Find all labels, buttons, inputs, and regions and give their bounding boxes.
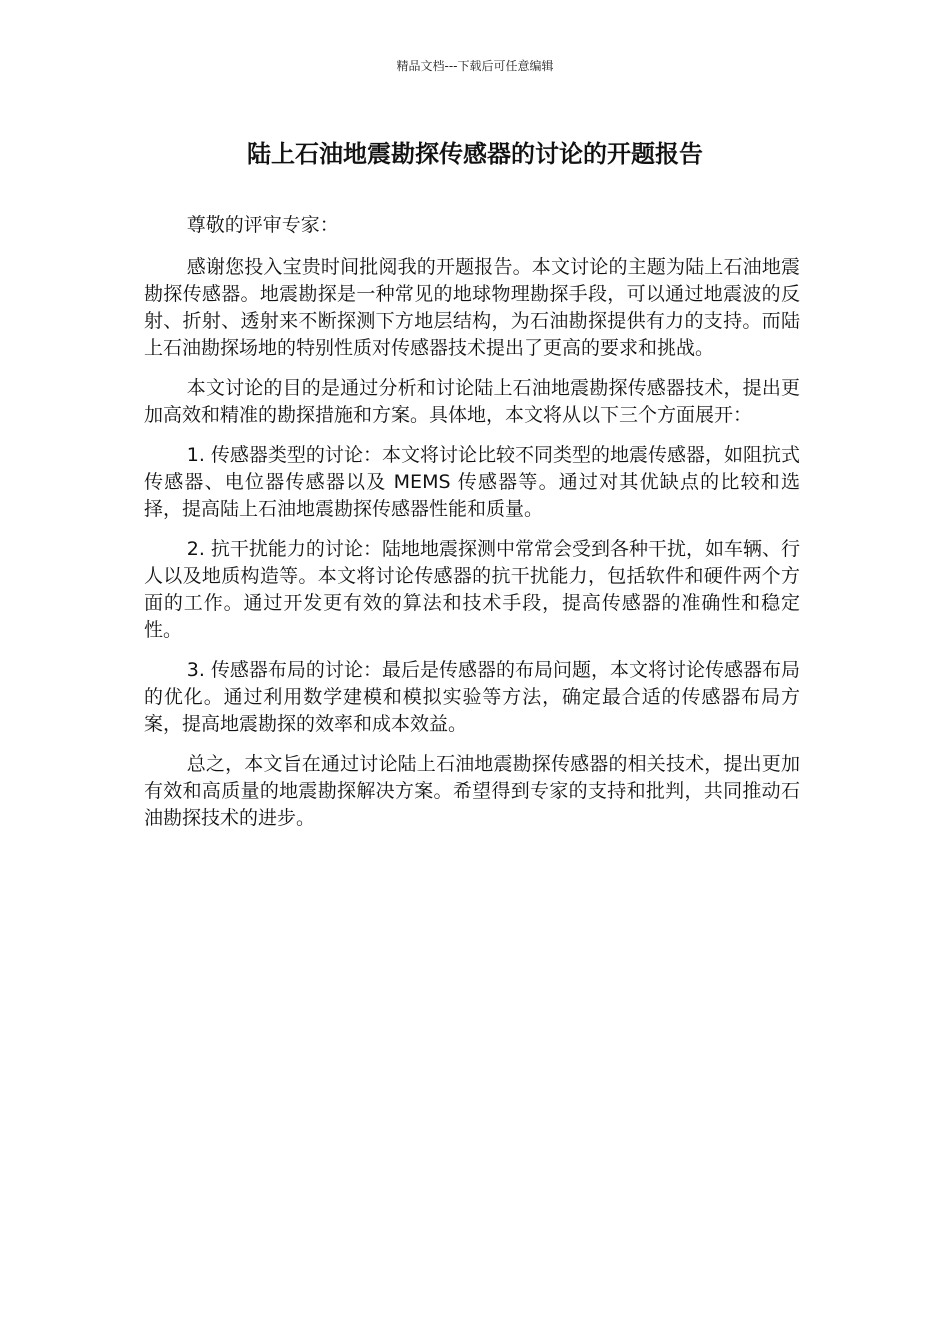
document-body <box>144 212 800 845</box>
paragraph-item-3: 3. 传感器布局的讨论：最后是传感器的布局问题，本文将讨论传感器布局的优化。通过利用数学建模和模拟实验等方法，确定最合适的传感器布局方案，提高地震勘探的效率和成本效益。 <box>144 659 800 735</box>
salutation: 尊敬的评审专家： <box>186 214 339 236</box>
paragraph-item-2: 2. 抗干扰能力的讨论：陆地地震探测中常常会受到各种干扰，如车辆、行人以及地质构造等。本文将讨论传感器的抗干扰能力，包括软件和硬件两个方面的工作。通过开发更有效的算法和技术手段，提高传感器的准确性和稳定性。 <box>144 538 800 641</box>
paragraph-intro: 感谢您投入宝贵时间批阅我的开题报告。本文讨论的主题为陆上石油地震勘探传感器。地震勘探是一种常见的地球物理勘探手段，可以通过地震波的反射、折射、透射来不断探测下方地层结构，为石油勘探提供有力的支持。而陆上石油勘探场地的特别性质对传感器技术提出了更高的要求和挑战。 <box>144 256 800 359</box>
paragraph-item-1: 1. 传感器类型的讨论：本文将讨论比较不同类型的地震传感器，如阻抗式传感器、电位器传感器以及 MEMS 传感器等。通过对其优缺点的比较和选择，提高陆上石油地震勘探传感器性能和质量。 <box>144 444 800 520</box>
paragraph-purpose: 本文讨论的目的是通过分析和讨论陆上石油地震勘探传感器技术，提出更加高效和精准的勘探措施和方案。具体地，本文将从以下三个方面展开： <box>144 377 800 426</box>
document-title: 陆上石油地震勘探传感器的讨论的开题报告 <box>247 140 703 168</box>
header-note: 精品文档---下载后可任意编辑 <box>396 59 554 73</box>
paragraph-conclusion: 总之，本文旨在通过讨论陆上石油地震勘探传感器的相关技术，提出更加有效和高质量的地震勘探解决方案。希望得到专家的支持和批判，共同推动石油勘探技术的进步。 <box>144 753 800 829</box>
